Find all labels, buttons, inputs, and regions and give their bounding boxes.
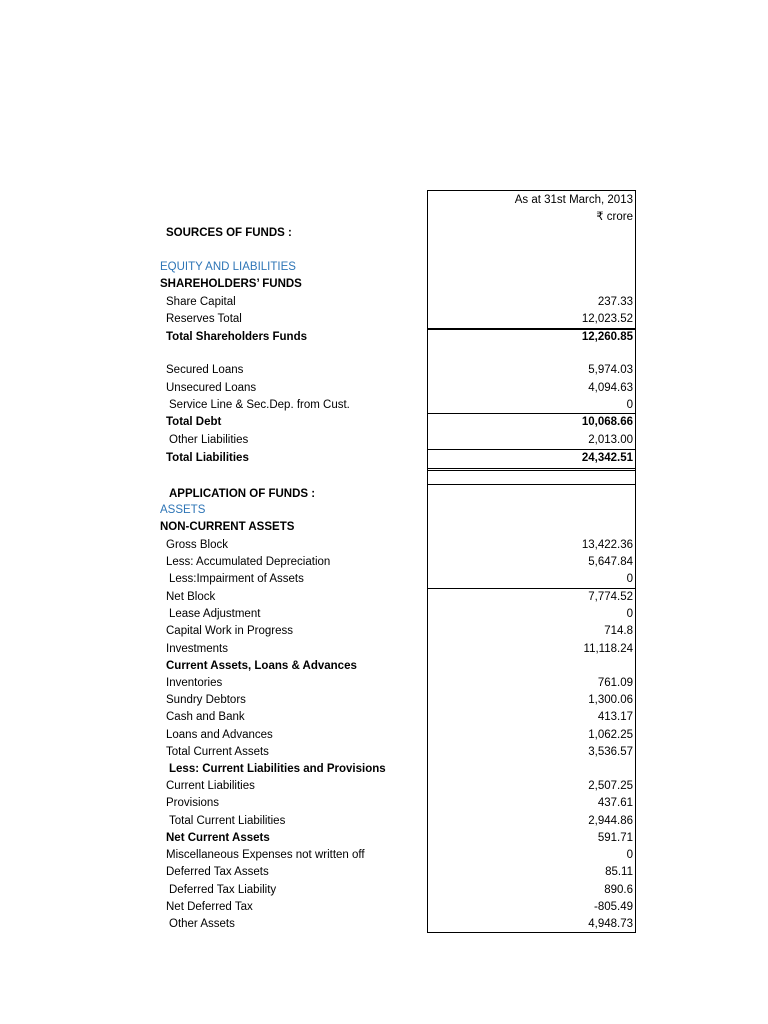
row-gross-block (0, 537, 768, 554)
row-label: Total Liabilities (166, 452, 249, 464)
row-investments (0, 641, 768, 658)
row-accumulated-depreciation (0, 554, 768, 571)
row-cash-and-bank (0, 709, 768, 726)
row-value: 12,023.52 (581, 313, 633, 325)
row-total-current-liabilities (0, 813, 768, 830)
row-lease-adjustment (0, 606, 768, 623)
row-label: Less:Impairment of Assets (169, 573, 304, 585)
row-label: Total Debt (166, 416, 222, 428)
row-value: 2,507.25 (588, 780, 633, 792)
row-reserves-total (0, 311, 768, 328)
row-net-deferred-tax (0, 899, 768, 916)
row-label: Less: Accumulated Depreciation (166, 556, 331, 568)
row-value: 10,068.66 (581, 416, 633, 428)
section-shareholders-funds (0, 276, 768, 293)
row-value: 591.71 (597, 832, 633, 844)
row-value: 12,260.85 (581, 331, 633, 343)
row-label: Unsecured Loans (166, 382, 257, 394)
section-less-current-liabilities (0, 761, 768, 778)
section-label: ASSETS (160, 504, 206, 516)
row-value: 4,948.73 (588, 918, 633, 930)
row-label: Loans and Advances (166, 729, 273, 741)
row-value: 7,774.52 (588, 591, 633, 603)
column-header (427, 190, 636, 226)
row-value: 0 (626, 573, 633, 585)
row-value: 413.17 (597, 711, 633, 723)
row-label: Miscellaneous Expenses not written off (166, 849, 365, 861)
row-value: 1,062.25 (588, 729, 633, 741)
section-equity-liabilities (0, 259, 768, 276)
row-label: Deferred Tax Liability (169, 884, 277, 896)
row-label: Sundry Debtors (166, 694, 246, 706)
row-label: Cash and Bank (166, 711, 245, 723)
row-impairment (0, 571, 768, 588)
section-current-assets (0, 658, 768, 675)
section-sources (0, 225, 768, 242)
unit-header: ₹ crore (596, 211, 633, 223)
section-label: Current Assets, Loans & Advances (166, 660, 357, 672)
section-label: APPLICATION OF FUNDS : (169, 488, 316, 500)
row-value: 890.6 (604, 884, 633, 896)
row-label: Gross Block (166, 539, 228, 551)
row-value: 5,974.03 (588, 364, 633, 376)
row-capital-wip (0, 623, 768, 640)
row-value: 2,013.00 (588, 434, 633, 446)
row-unsecured-loans (0, 380, 768, 397)
row-label: Capital Work in Progress (166, 625, 293, 637)
row-net-block (0, 589, 768, 606)
row-deferred-tax-assets (0, 864, 768, 881)
row-value: 1,300.06 (588, 694, 633, 706)
row-label: Total Current Assets (166, 746, 269, 758)
date-header: As at 31st March, 2013 (514, 194, 633, 206)
row-label: Share Capital (166, 296, 236, 308)
section-label: SOURCES OF FUNDS : (166, 227, 292, 239)
row-current-liabilities (0, 778, 768, 795)
row-total-liabilities (0, 450, 768, 467)
row-label: Current Liabilities (166, 780, 255, 792)
row-other-assets (0, 916, 768, 933)
row-value: 24,342.51 (581, 452, 633, 464)
section-label: NON-CURRENT ASSETS (160, 521, 295, 533)
row-value: 11,118.24 (583, 643, 633, 655)
row-misc-expenses (0, 847, 768, 864)
row-label: Investments (166, 643, 228, 655)
row-label: Provisions (166, 797, 220, 809)
row-value: 437.61 (597, 797, 633, 809)
row-value: 761.09 (597, 677, 633, 689)
row-label: Reserves Total (166, 313, 242, 325)
row-label: Total Shareholders Funds (166, 331, 307, 343)
row-total-shareholders-funds (0, 329, 768, 346)
row-total-current-assets (0, 744, 768, 761)
row-value: 2,944.86 (588, 815, 633, 827)
row-provisions (0, 795, 768, 812)
row-value: 4,094.63 (588, 382, 633, 394)
row-label: Other Assets (169, 918, 235, 930)
section-label: EQUITY AND LIABILITIES (160, 261, 296, 273)
row-deferred-tax-liability (0, 882, 768, 899)
row-secured-loans (0, 362, 768, 379)
section-assets (0, 502, 768, 519)
row-value: 13,422.36 (581, 539, 633, 551)
row-label: Net Deferred Tax (166, 901, 253, 913)
row-label: Other Liabilities (169, 434, 249, 446)
row-total-debt (0, 414, 768, 431)
row-value: 237.33 (597, 296, 633, 308)
row-value: 3,536.57 (588, 746, 633, 758)
row-label: Service Line & Sec.Dep. from Cust. (169, 399, 350, 411)
section-application (0, 486, 768, 503)
row-service-line (0, 397, 768, 414)
row-value: 714.8 (604, 625, 633, 637)
row-value: -805.49 (593, 901, 633, 913)
row-loans-and-advances (0, 727, 768, 744)
row-label: Net Current Assets (166, 832, 270, 844)
row-label: Secured Loans (166, 364, 244, 376)
row-value: 0 (626, 849, 633, 861)
section-non-current-assets (0, 519, 768, 536)
row-value: 85.11 (605, 866, 633, 878)
row-label: Deferred Tax Assets (166, 866, 269, 878)
row-inventories (0, 675, 768, 692)
row-value: 0 (626, 399, 633, 411)
row-net-current-assets (0, 830, 768, 847)
section-label: SHAREHOLDERS’ FUNDS (160, 278, 302, 290)
row-label: Lease Adjustment (169, 608, 261, 620)
row-label: Total Current Liabilities (169, 815, 286, 827)
row-value: 5,647.84 (588, 556, 633, 568)
row-label: Inventories (166, 677, 223, 689)
section-label: Less: Current Liabilities and Provisions (169, 763, 386, 775)
row-share-capital (0, 294, 768, 311)
row-label: Net Block (166, 591, 216, 603)
row-other-liabilities (0, 432, 768, 449)
row-value: 0 (626, 608, 633, 620)
row-sundry-debtors (0, 692, 768, 709)
